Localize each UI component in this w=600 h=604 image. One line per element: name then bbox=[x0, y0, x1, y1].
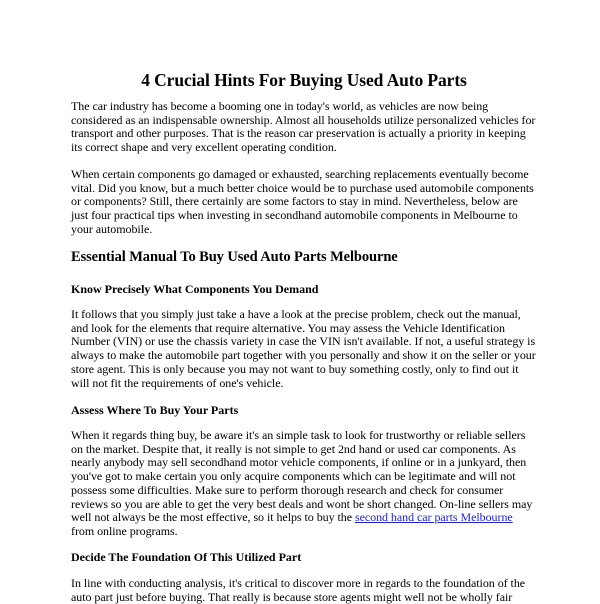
subsection-2-heading-block bbox=[71, 403, 537, 417]
paragraph-text: In line with conducting analysis, it's critical to discover more in regards to the foundation of the auto part just before buying. That really is because store agents might well not be wholly fair bbox=[71, 576, 526, 604]
intro-paragraph-1 bbox=[71, 100, 537, 155]
subsection-1-body bbox=[71, 308, 537, 390]
subsection-heading: Decide The Foundation Of This Utilized Part bbox=[71, 550, 302, 564]
paragraph-text bbox=[71, 429, 537, 539]
subsection-heading: Assess Where To Buy Your Parts bbox=[71, 403, 239, 417]
paragraph-text: The car industry has become a booming one in today's world, as vehicles are now being considered as an indispensable ownership. Almost all households utilize personalized vehicles for transport and other purposes. That is the reason car preservation is actually a priority in keeping its correct shape and very excellent operating condition. bbox=[71, 99, 536, 155]
text-before-link: When it regards thing buy, be aware it's an simple task to look for trustworthy or reliable sellers on the market. Despite that, it really is not simple to get 2nd hand or used car components. As nearly anybody may sell secondhand motor vehicle components, if online or in a junkyard, then you've got to make certain you only acquire components which can be legitimate and will not possess some difficulties. Make sure to perform thorough research and check for consumer reviews so you are able to get the very best deals and wont be short changed. On-line sellers may well not always be the most effective, so it helps to buy the bbox=[71, 428, 533, 525]
paragraph-text: When certain components go damaged or exhausted, searching replacements eventually become vital. Did you know, but a much better choice would be to purchase used automobile components or components? Still, there certainly are some factors to stay in mind. Nevertheless, below are just four practical tips when investing in secondhand automobile components in Melbourne to your automobile. bbox=[71, 167, 534, 236]
subsection-2-body bbox=[71, 429, 537, 539]
paragraph-text: It follows that you simply just take a have a look at the precise problem, check out the manual, and look for the elements that require alternative. You may assess the Vehicle Identification Number (VIN) or use the chassis variety in case the VIN isn't available. If not, a useful strategy is always to make the automobile part together with you personally and show it on the seller or your store agent. This is only because you may not want to buy something costly, only to find out it will not fit the requirements of one's vehicle. bbox=[71, 307, 536, 390]
text-after-link: from online programs. bbox=[71, 523, 178, 538]
section-heading-block bbox=[71, 249, 537, 266]
intro-paragraph-2 bbox=[71, 168, 537, 237]
subsection-heading: Know Precisely What Components You Demand bbox=[71, 282, 319, 296]
second-hand-car-parts-link[interactable]: second hand car parts Melbourne bbox=[354, 510, 513, 525]
subsection-3-heading-block bbox=[71, 550, 537, 564]
section-heading: Essential Manual To Buy Used Auto Parts Melbourne bbox=[71, 249, 398, 265]
document-title: 4 Crucial Hints For Buying Used Auto Parts bbox=[141, 70, 467, 90]
subsection-1-heading-block bbox=[71, 282, 537, 296]
